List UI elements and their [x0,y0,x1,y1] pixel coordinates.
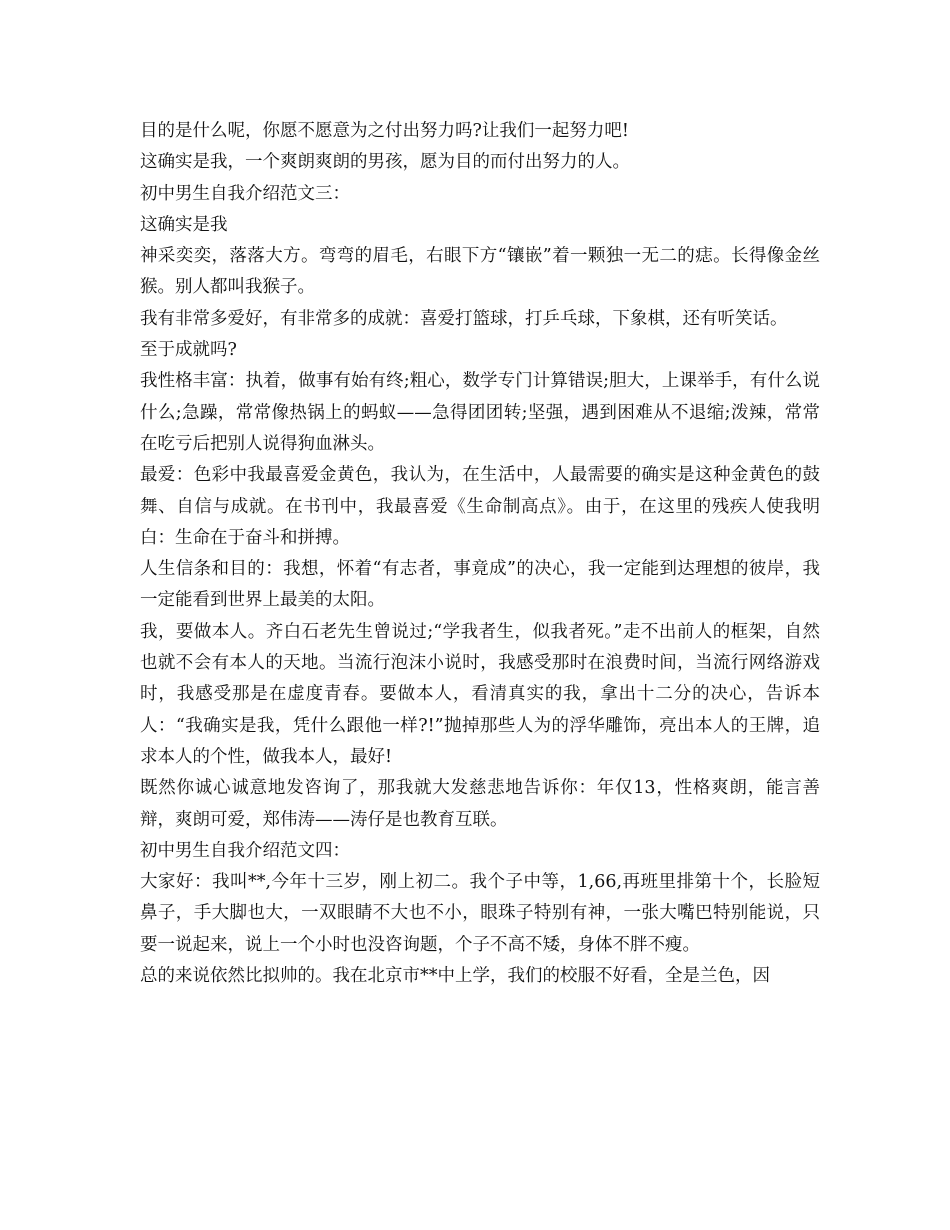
section-heading: 初中男生自我介绍范文三： [140,183,350,204]
paragraph: 最爱：色彩中我最喜爱金黄色，我认为，在生活中，人最需要的确实是这种金黄色的鼓舞、自信与成就。在书刊中，我最喜爱《生命制高点》。由于，在这里的残疾人使我明白：生命在于奋斗和拼搏。 [140,465,820,548]
paragraph: 神采奕奕，落落大方。弯弯的眉毛，右眼下方“镶嵌”着一颗独一无二的痣。长得像金丝猴。别人都叫我猴子。 [140,246,820,298]
paragraph: 既然你诚心诚意地发咨询了，那我就大发慈悲地告诉你：年仅13，性格爽朗，能言善辩，爽朗可爱，郑伟涛——涛仔是也教育互联。 [140,778,820,830]
document-body [140,116,820,992]
paragraph: 我性格丰富：执着，做事有始有终;粗心，数学专门计算错误;胆大，上课举手，有什么说什么;急躁，常常像热锅上的蚂蚁——急得团团转;坚强，遇到困难从不退缩;泼辣，常常在吃亏后把别人说得狗血淋头。 [140,371,820,454]
paragraph: 总的来说依然比拟帅的。我在北京市**中上学，我们的校服不好看，全是兰色，因 [140,966,770,987]
paragraph: 这确实是我，一个爽朗爽朗的男孩，愿为目的而付出努力的人。 [140,152,630,173]
section-heading: 初中男生自我介绍范文四： [140,840,350,861]
section-title: 这确实是我 [140,214,228,235]
paragraph: 我，要做本人。齐白石老先生曾说过;“学我者生，似我者死。”走不出前人的框架，自然也就不会有本人的天地。当流行泡沫小说时，我感受那时在浪费时间，当流行网络游戏时，我感受那是在虚度青春。要做本人，看清真实的我，拿出十二分的决心，告诉本人：“我确实是我，凭什么跟他一样?!”抛掉那些人为的浮华雕饰，亮出本人的王牌，追求本人的个性，做我本人，最好! [140,621,820,767]
paragraph: 我有非常多爱好，有非常多的成就：喜爱打篮球，打乒乓球，下象棋，还有听笑话。 [140,308,788,329]
paragraph: 至于成就吗? [140,340,237,361]
paragraph: 大家好：我叫**,今年十三岁，刚上初二。我个子中等，1,66,再班里排第十个，长脸短鼻子，手大脚也大，一双眼睛不大也不小，眼珠子特别有神，一张大嘴巴特别能说，只要一说起来，说上一个小时也没咨询题，个子不高不矮，身体不胖不瘦。 [140,872,820,955]
paragraph: 人生信条和目的：我想，怀着“有志者，事竟成”的决心，我一定能到达理想的彼岸，我一定能看到世界上最美的太阳。 [140,559,820,611]
paragraph: 目的是什么呢，你愿不愿意为之付出努力吗?让我们一起努力吧! [140,121,629,141]
